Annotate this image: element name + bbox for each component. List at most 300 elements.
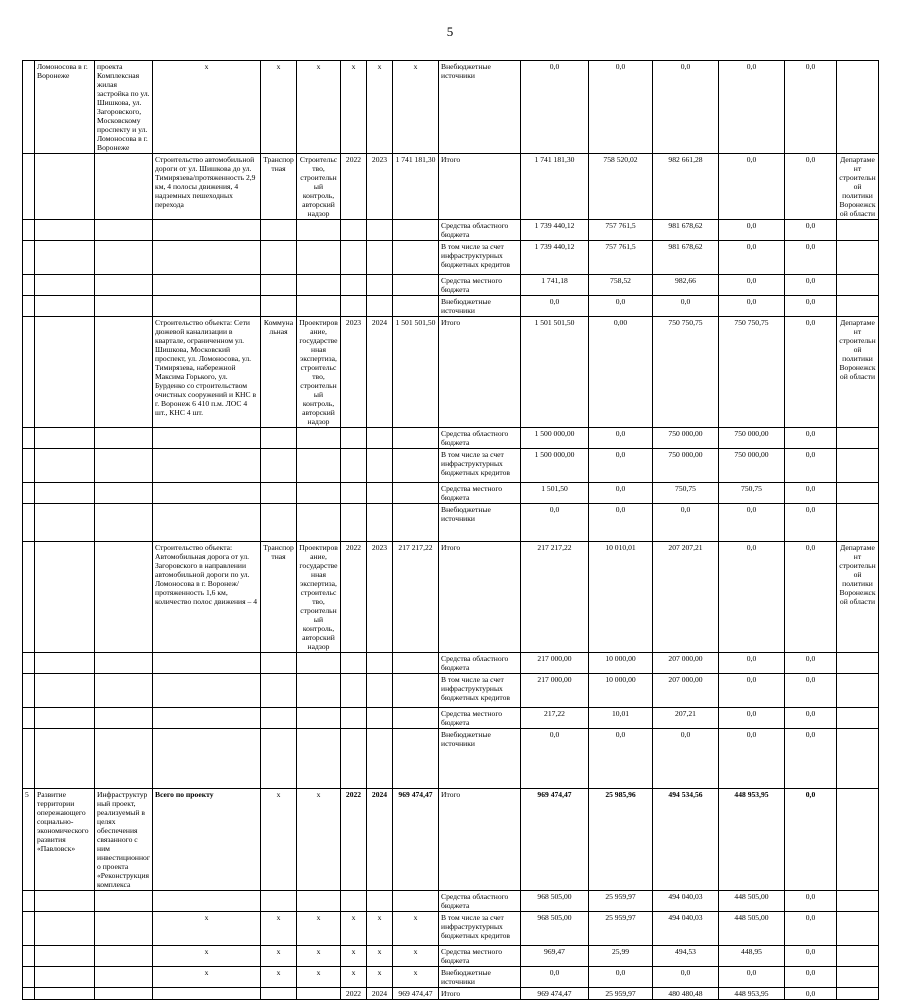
table-cell: Развитие территории опережающего социально-экономического развития «Павловск» bbox=[35, 789, 95, 891]
table-cell: Внебюджетные источники bbox=[439, 967, 521, 988]
page-number: 5 bbox=[446, 24, 454, 39]
table-cell bbox=[837, 296, 879, 317]
table-cell: x bbox=[341, 912, 367, 946]
table-cell bbox=[341, 504, 367, 542]
table-cell bbox=[35, 988, 95, 1000]
table-cell: Строительство объекта: Сети дюжевой канализации в квартале, ограниченном ул. Шишкова, Московский проспект, ул. Ломоносова, ул. Тимирязева, набережной Максима Горького, ул. Бурденко со строительством очистных сооружений и КНС в г. Воронеж 6 410 п.м. ЛОС 4 шт., КНС 4 шт. bbox=[153, 317, 261, 428]
table-cell: 969 474,47 bbox=[521, 789, 589, 891]
table-cell: 0,0 bbox=[589, 504, 653, 542]
table-cell: 1 741 181,30 bbox=[393, 154, 439, 220]
table-cell bbox=[23, 542, 35, 653]
table-cell bbox=[95, 708, 153, 729]
table-row bbox=[23, 154, 879, 220]
table-cell: В том числе за счет инфраструктурных бюджетных кредитов bbox=[439, 674, 521, 708]
table-cell bbox=[393, 428, 439, 449]
table-cell: Итого bbox=[439, 317, 521, 428]
table-cell: Итого bbox=[439, 154, 521, 220]
table-cell bbox=[35, 542, 95, 653]
table-cell bbox=[261, 296, 297, 317]
table-cell: В том числе за счет инфраструктурных бюджетных кредитов bbox=[439, 912, 521, 946]
table-cell: 0,0 bbox=[521, 61, 589, 154]
table-cell: 0,0 bbox=[785, 317, 837, 428]
table-cell bbox=[393, 220, 439, 241]
table-row bbox=[23, 674, 879, 708]
table-cell bbox=[23, 241, 35, 275]
table-cell bbox=[153, 296, 261, 317]
table-cell bbox=[837, 449, 879, 483]
table-cell: Средства областного бюджета bbox=[439, 653, 521, 674]
table-cell bbox=[393, 483, 439, 504]
table-cell: 217 217,22 bbox=[393, 542, 439, 653]
table-cell: 0,0 bbox=[785, 891, 837, 912]
table-cell bbox=[35, 428, 95, 449]
table-cell bbox=[297, 275, 341, 296]
table-cell: Итого bbox=[439, 789, 521, 891]
table-cell: 494 040,03 bbox=[653, 891, 719, 912]
table-cell bbox=[153, 483, 261, 504]
table-cell: x bbox=[367, 61, 393, 154]
table-cell bbox=[95, 504, 153, 542]
table-cell: 0,0 bbox=[719, 154, 785, 220]
table-cell: В том числе за счет инфраструктурных бюджетных кредитов bbox=[439, 241, 521, 275]
table-cell bbox=[341, 653, 367, 674]
table-cell bbox=[297, 296, 341, 317]
table-cell bbox=[393, 653, 439, 674]
table-cell bbox=[153, 241, 261, 275]
table-cell: 217 000,00 bbox=[521, 674, 589, 708]
table-cell: 758,52 bbox=[589, 275, 653, 296]
table-cell: 0,0 bbox=[589, 483, 653, 504]
table-cell bbox=[35, 674, 95, 708]
table-cell: x bbox=[393, 967, 439, 988]
table-row bbox=[23, 946, 879, 967]
table-cell: 0,0 bbox=[521, 296, 589, 317]
table-cell: 2022 bbox=[341, 988, 367, 1000]
table-cell: Средства местного бюджета bbox=[439, 275, 521, 296]
table-cell bbox=[367, 275, 393, 296]
table-row bbox=[23, 729, 879, 789]
table-cell bbox=[341, 729, 367, 789]
table-cell: 981 678,62 bbox=[653, 241, 719, 275]
table-cell bbox=[297, 708, 341, 729]
table-cell: 0,0 bbox=[719, 653, 785, 674]
table-cell: 0,0 bbox=[785, 428, 837, 449]
table-cell: Коммунальная bbox=[261, 317, 297, 428]
table-cell: 494 534,56 bbox=[653, 789, 719, 891]
table-cell bbox=[23, 891, 35, 912]
table-cell bbox=[153, 275, 261, 296]
table-cell: 25 959,97 bbox=[589, 891, 653, 912]
table-cell: 750 000,00 bbox=[719, 428, 785, 449]
table-cell: 0,0 bbox=[589, 61, 653, 154]
table-cell bbox=[393, 504, 439, 542]
table-cell bbox=[837, 653, 879, 674]
table-cell bbox=[393, 674, 439, 708]
table-cell bbox=[95, 449, 153, 483]
table-cell bbox=[261, 653, 297, 674]
table-cell: Средства областного бюджета bbox=[439, 220, 521, 241]
table-cell: 0,0 bbox=[785, 912, 837, 946]
table-cell bbox=[837, 61, 879, 154]
table-cell bbox=[837, 220, 879, 241]
table-cell: Департамент строительной политики Воронежской области bbox=[837, 542, 879, 653]
table-cell: x bbox=[341, 967, 367, 988]
table-cell bbox=[35, 912, 95, 946]
table-cell: 2024 bbox=[367, 317, 393, 428]
table-cell: 0,0 bbox=[785, 789, 837, 891]
table-cell bbox=[341, 241, 367, 275]
table-cell: 750 000,00 bbox=[653, 428, 719, 449]
table-cell: 25,99 bbox=[589, 946, 653, 967]
table-cell bbox=[23, 674, 35, 708]
table-cell: Проектирование, государственная экспертиза, строительство, строительный контроль, авторский надзор bbox=[297, 542, 341, 653]
table-cell bbox=[95, 275, 153, 296]
table-cell: x bbox=[367, 967, 393, 988]
table-cell bbox=[341, 708, 367, 729]
table-cell: 0,0 bbox=[653, 504, 719, 542]
table-row bbox=[23, 220, 879, 241]
table-cell: Строительство объекта: Автомобильная дорога от ул. Загоровского в направлении автомобильной дороги по ул. Ломоносова в г. Воронеж/протяженность 1,6 км, количество полос движения – 4 bbox=[153, 542, 261, 653]
table-cell: 10 000,00 bbox=[589, 674, 653, 708]
table-row bbox=[23, 296, 879, 317]
table-cell bbox=[837, 674, 879, 708]
table-row bbox=[23, 449, 879, 483]
table-cell bbox=[35, 708, 95, 729]
table-cell: 757 761,5 bbox=[589, 241, 653, 275]
table-cell: 480 480,48 bbox=[653, 988, 719, 1000]
table-cell: 0,0 bbox=[653, 61, 719, 154]
table-cell bbox=[393, 449, 439, 483]
table-cell bbox=[35, 220, 95, 241]
table-cell: 969 474,47 bbox=[393, 988, 439, 1000]
table-row bbox=[23, 61, 879, 154]
table-cell: Внебюджетные источники bbox=[439, 729, 521, 789]
table-cell: Транспортная bbox=[261, 154, 297, 220]
table-cell: x bbox=[153, 912, 261, 946]
table-cell: 0,0 bbox=[785, 708, 837, 729]
table-cell: x bbox=[297, 946, 341, 967]
table-row bbox=[23, 967, 879, 988]
table-cell bbox=[297, 483, 341, 504]
table-cell: x bbox=[297, 967, 341, 988]
table-cell bbox=[95, 542, 153, 653]
table-cell bbox=[35, 241, 95, 275]
table-cell: проекта Комплексная жилая застройка по ул. Шишкова, ул. Загоровского, Московскому проспекту и ул. Ломоносова в г. Воронеже bbox=[95, 61, 153, 154]
table-cell: Всего по проекту bbox=[153, 789, 261, 891]
table-cell bbox=[367, 674, 393, 708]
table-cell: 0,0 bbox=[785, 220, 837, 241]
table-cell bbox=[297, 891, 341, 912]
table-cell bbox=[95, 241, 153, 275]
table-cell: 0,00 bbox=[589, 317, 653, 428]
table-cell bbox=[261, 504, 297, 542]
table-cell: 207,21 bbox=[653, 708, 719, 729]
table-cell: 0,0 bbox=[785, 61, 837, 154]
table-row bbox=[23, 988, 879, 1000]
table-cell bbox=[261, 891, 297, 912]
table-cell bbox=[95, 988, 153, 1000]
table-row bbox=[23, 483, 879, 504]
table-cell bbox=[153, 891, 261, 912]
table-cell: 0,0 bbox=[589, 729, 653, 789]
table-cell: 2022 bbox=[341, 154, 367, 220]
table-cell: 1 739 440,12 bbox=[521, 241, 589, 275]
table-cell bbox=[837, 988, 879, 1000]
table-cell bbox=[23, 428, 35, 449]
table-cell: x bbox=[261, 946, 297, 967]
table-cell: 0,0 bbox=[521, 504, 589, 542]
table-cell: 0,0 bbox=[719, 220, 785, 241]
table-cell bbox=[367, 296, 393, 317]
table-cell: 0,0 bbox=[719, 967, 785, 988]
table-cell bbox=[95, 653, 153, 674]
table-cell bbox=[153, 653, 261, 674]
table-cell bbox=[367, 428, 393, 449]
table-cell: 1 739 440,12 bbox=[521, 220, 589, 241]
table-cell: x bbox=[153, 946, 261, 967]
table-cell: 0,0 bbox=[719, 504, 785, 542]
table-cell: 0,0 bbox=[719, 708, 785, 729]
table-cell bbox=[341, 296, 367, 317]
table-cell: 0,0 bbox=[785, 653, 837, 674]
table-cell bbox=[367, 483, 393, 504]
table-cell: 2022 bbox=[341, 789, 367, 891]
table-cell: 1 500 000,00 bbox=[521, 449, 589, 483]
table-cell: 0,0 bbox=[719, 275, 785, 296]
table-cell: 10,01 bbox=[589, 708, 653, 729]
table-cell bbox=[23, 653, 35, 674]
table-cell: 981 678,62 bbox=[653, 220, 719, 241]
table-cell bbox=[23, 946, 35, 967]
table-cell bbox=[35, 946, 95, 967]
table-row bbox=[23, 789, 879, 891]
table-cell: 758 520,02 bbox=[589, 154, 653, 220]
table-cell: 494,53 bbox=[653, 946, 719, 967]
table-cell: x bbox=[297, 61, 341, 154]
table-cell: 0,0 bbox=[719, 61, 785, 154]
table-cell: 0,0 bbox=[785, 154, 837, 220]
table-cell bbox=[95, 154, 153, 220]
table-cell: x bbox=[261, 967, 297, 988]
table-cell: x bbox=[261, 789, 297, 891]
table-cell: Строительство автомобильной дороги от ул. Шишкова до ул. Тимирязева/протяженность 2,9 км, 4 полосы движения, 4 надземных пешеходных перехода bbox=[153, 154, 261, 220]
table-cell: Средства областного бюджета bbox=[439, 428, 521, 449]
table-cell bbox=[261, 988, 297, 1000]
table-cell bbox=[341, 674, 367, 708]
table-cell: 969 474,47 bbox=[521, 988, 589, 1000]
table-cell bbox=[35, 967, 95, 988]
table-cell: 448 505,00 bbox=[719, 891, 785, 912]
table-cell: 2023 bbox=[341, 317, 367, 428]
table-cell bbox=[95, 729, 153, 789]
table-cell: 1 501 501,50 bbox=[521, 317, 589, 428]
table-cell: 25 985,96 bbox=[589, 789, 653, 891]
table-cell bbox=[341, 449, 367, 483]
table-cell: 448 953,95 bbox=[719, 789, 785, 891]
table-cell bbox=[23, 220, 35, 241]
table-cell: 0,0 bbox=[521, 967, 589, 988]
table-cell bbox=[23, 988, 35, 1000]
table-cell: 5 bbox=[23, 789, 35, 891]
table-cell: 0,0 bbox=[719, 674, 785, 708]
table-cell bbox=[341, 483, 367, 504]
table-cell bbox=[153, 504, 261, 542]
table-row bbox=[23, 542, 879, 653]
table-cell bbox=[23, 912, 35, 946]
table-cell: 750 000,00 bbox=[653, 449, 719, 483]
table-cell: 968 505,00 bbox=[521, 891, 589, 912]
table-cell: 969 474,47 bbox=[393, 789, 439, 891]
table-cell bbox=[367, 241, 393, 275]
table-cell: 0,0 bbox=[785, 275, 837, 296]
table-cell: 2023 bbox=[367, 154, 393, 220]
table-cell: x bbox=[261, 61, 297, 154]
table-cell: x bbox=[341, 61, 367, 154]
table-cell bbox=[297, 729, 341, 789]
table-cell bbox=[95, 428, 153, 449]
table-cell bbox=[35, 504, 95, 542]
table-cell: 757 761,5 bbox=[589, 220, 653, 241]
table-cell bbox=[35, 891, 95, 912]
table-cell: 494 040,03 bbox=[653, 912, 719, 946]
table-cell: 982,66 bbox=[653, 275, 719, 296]
table-cell: Средства местного бюджета bbox=[439, 946, 521, 967]
table-cell bbox=[341, 220, 367, 241]
table-cell bbox=[261, 241, 297, 275]
table-cell bbox=[153, 449, 261, 483]
table-cell: 1 741 181,30 bbox=[521, 154, 589, 220]
table-cell: 0,0 bbox=[785, 296, 837, 317]
table-cell: 1 501,50 bbox=[521, 483, 589, 504]
table-cell: x bbox=[297, 789, 341, 891]
table-cell: 25 959,97 bbox=[589, 912, 653, 946]
table-cell: 0,0 bbox=[719, 729, 785, 789]
table-cell: Итого bbox=[439, 988, 521, 1000]
table-cell: Внебюджетные источники bbox=[439, 504, 521, 542]
table-cell: 1 501 501,50 bbox=[393, 317, 439, 428]
table-cell bbox=[35, 317, 95, 428]
table-row bbox=[23, 504, 879, 542]
table-cell bbox=[297, 653, 341, 674]
table-cell bbox=[837, 241, 879, 275]
table-cell bbox=[95, 946, 153, 967]
table-cell: 0,0 bbox=[785, 674, 837, 708]
table-cell: x bbox=[297, 912, 341, 946]
table-cell bbox=[837, 912, 879, 946]
table-cell: 448 505,00 bbox=[719, 912, 785, 946]
table-cell bbox=[367, 729, 393, 789]
table-cell bbox=[35, 275, 95, 296]
table-cell: 0,0 bbox=[785, 946, 837, 967]
table-cell: 217 000,00 bbox=[521, 653, 589, 674]
table-row bbox=[23, 912, 879, 946]
table-cell: 750 750,75 bbox=[719, 317, 785, 428]
table-row bbox=[23, 891, 879, 912]
table-cell bbox=[95, 483, 153, 504]
table-cell: Департамент строительной политики Воронежской области bbox=[837, 317, 879, 428]
table-cell: Ломоносова в г. Воронеже bbox=[35, 61, 95, 154]
table-cell bbox=[297, 220, 341, 241]
table-row bbox=[23, 241, 879, 275]
table-cell: 448 953,95 bbox=[719, 988, 785, 1000]
table-cell: x bbox=[393, 912, 439, 946]
table-cell bbox=[261, 729, 297, 789]
table-cell bbox=[153, 220, 261, 241]
table-cell bbox=[153, 708, 261, 729]
table-cell bbox=[23, 61, 35, 154]
table-cell: x bbox=[367, 912, 393, 946]
table-cell: 207 207,21 bbox=[653, 542, 719, 653]
table-cell bbox=[837, 789, 879, 891]
table-cell bbox=[95, 891, 153, 912]
table-cell bbox=[95, 296, 153, 317]
table-cell bbox=[35, 449, 95, 483]
table-cell: 750 750,75 bbox=[653, 317, 719, 428]
table-cell bbox=[393, 891, 439, 912]
table-cell: 217,22 bbox=[521, 708, 589, 729]
investment-projects-table bbox=[22, 60, 879, 1000]
table-cell bbox=[837, 708, 879, 729]
table-cell: 0,0 bbox=[785, 504, 837, 542]
table-cell: x bbox=[153, 61, 261, 154]
table-cell bbox=[837, 275, 879, 296]
table-cell bbox=[153, 428, 261, 449]
table-cell bbox=[23, 504, 35, 542]
table-cell bbox=[95, 912, 153, 946]
table-cell: Проектирование, государственная экспертиза, строительство, строительный контроль, авторский надзор bbox=[297, 317, 341, 428]
table-cell: 750,75 bbox=[719, 483, 785, 504]
table-cell bbox=[297, 988, 341, 1000]
table-cell: 0,0 bbox=[719, 241, 785, 275]
table-cell: 0,0 bbox=[785, 542, 837, 653]
table-cell bbox=[367, 708, 393, 729]
table-cell bbox=[23, 483, 35, 504]
table-cell: 750 000,00 bbox=[719, 449, 785, 483]
table-cell: Инфраструктурный проект, реализуемый в целях обеспечения связанного с ним инвестиционного проекта «Реконструкция комплекса bbox=[95, 789, 153, 891]
table-cell bbox=[35, 154, 95, 220]
table-cell bbox=[367, 449, 393, 483]
table-cell: 2023 bbox=[367, 542, 393, 653]
table-cell: x bbox=[393, 61, 439, 154]
table-cell: 0,0 bbox=[653, 296, 719, 317]
table-cell: 750,75 bbox=[653, 483, 719, 504]
table-cell bbox=[35, 729, 95, 789]
table-cell: 217 217,22 bbox=[521, 542, 589, 653]
table-cell bbox=[297, 428, 341, 449]
table-cell bbox=[393, 729, 439, 789]
table-cell bbox=[95, 220, 153, 241]
table-cell bbox=[23, 275, 35, 296]
table-cell: 0,0 bbox=[785, 483, 837, 504]
table-cell: 0,0 bbox=[589, 449, 653, 483]
table-cell bbox=[837, 483, 879, 504]
table-row bbox=[23, 275, 879, 296]
table-cell: 0,0 bbox=[785, 241, 837, 275]
table-cell bbox=[367, 653, 393, 674]
table-cell bbox=[837, 946, 879, 967]
table-cell: x bbox=[367, 946, 393, 967]
table-row bbox=[23, 708, 879, 729]
table-cell bbox=[297, 504, 341, 542]
table-cell bbox=[23, 729, 35, 789]
table-cell: x bbox=[341, 946, 367, 967]
table-cell: x bbox=[393, 946, 439, 967]
table-cell bbox=[35, 296, 95, 317]
table-cell bbox=[837, 891, 879, 912]
table-cell bbox=[153, 729, 261, 789]
table-row bbox=[23, 317, 879, 428]
table-cell: Транспортная bbox=[261, 542, 297, 653]
